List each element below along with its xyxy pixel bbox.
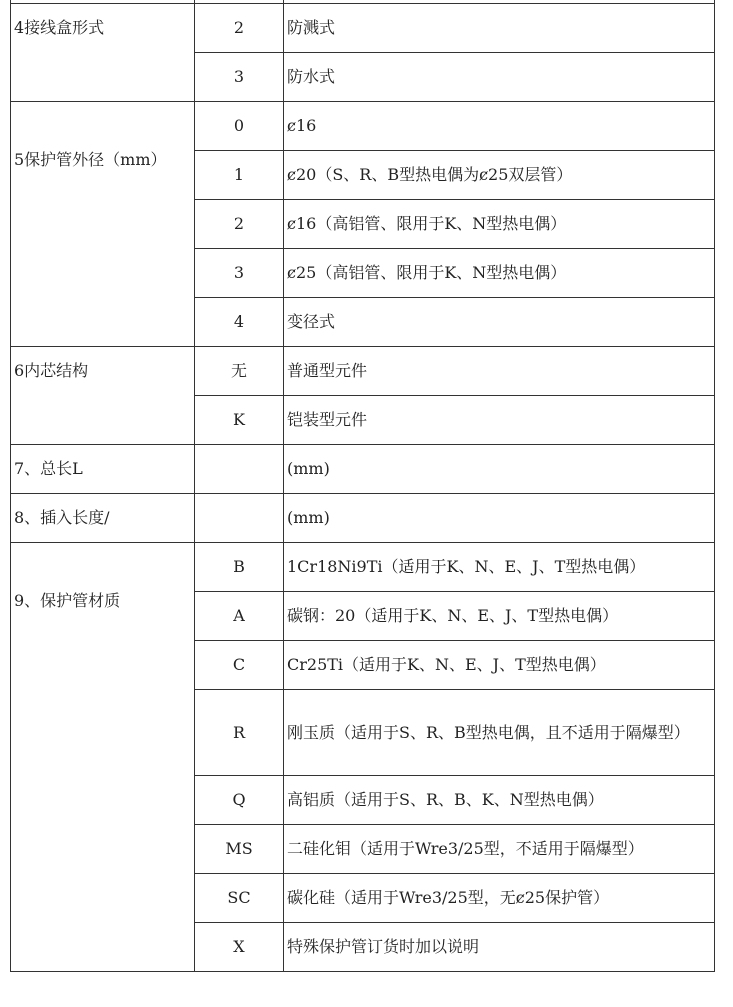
code-cell: A	[195, 592, 284, 641]
code-cell: 4	[195, 298, 284, 347]
desc-cell: 普通型元件	[284, 347, 715, 396]
group-label: 4接线盒形式	[14, 18, 105, 37]
desc-cell: ȼ16（高铝管、限用于K、N型热电偶）	[284, 200, 715, 249]
table-row	[11, 347, 715, 396]
spec-table	[10, 0, 715, 972]
group-cell	[11, 543, 195, 972]
code-cell: R	[195, 690, 284, 776]
desc-cell: ȼ25（高铝管、限用于K、N型热电偶）	[284, 249, 715, 298]
code-cell: K	[195, 396, 284, 445]
group-cell	[11, 102, 195, 347]
group-cell	[11, 347, 195, 445]
group-cell	[11, 445, 195, 494]
code-cell: Q	[195, 776, 284, 825]
group-label: 5保护管外径（mm）	[14, 150, 167, 169]
code-cell: 0	[195, 102, 284, 151]
code-cell: 2	[195, 200, 284, 249]
table-row	[11, 494, 715, 543]
desc-cell: Cr25Ti（适用于K、N、E、J、T型热电偶）	[284, 641, 715, 690]
group-label: 7、总长L	[14, 459, 83, 478]
table-row	[11, 4, 715, 53]
group-label: 9、保护管材质	[14, 591, 121, 610]
desc-cell: 防水式	[284, 53, 715, 102]
desc-cell: 碳钢：20（适用于K、N、E、J、T型热电偶）	[284, 592, 715, 641]
desc-cell: 特殊保护管订货时加以说明	[284, 923, 715, 972]
desc-cell: (mm)	[284, 445, 715, 494]
code-cell: B	[195, 543, 284, 592]
desc-cell: 1Cr18Ni9Ti（适用于K、N、E、J、T型热电偶）	[284, 543, 715, 592]
group-label: 8、插入长度/	[14, 508, 110, 527]
desc-cell: (mm)	[284, 494, 715, 543]
desc-cell: ȼ20（S、R、B型热电偶为ȼ25双层管）	[284, 151, 715, 200]
group-label: 6内芯结构	[14, 361, 89, 380]
desc-cell: 变径式	[284, 298, 715, 347]
table-row	[11, 543, 715, 592]
desc-cell: 防溅式	[284, 4, 715, 53]
code-cell: C	[195, 641, 284, 690]
desc-cell: ȼ16	[284, 102, 715, 151]
code-cell: 1	[195, 151, 284, 200]
desc-cell: 二硅化钼（适用于Wre3/25型，不适用于隔爆型）	[284, 825, 715, 874]
code-cell	[195, 494, 284, 543]
code-cell: 3	[195, 249, 284, 298]
code-cell: SC	[195, 874, 284, 923]
table-row	[11, 102, 715, 151]
code-cell: 2	[195, 4, 284, 53]
code-cell: X	[195, 923, 284, 972]
group-cell	[11, 494, 195, 543]
desc-cell: 碳化硅（适用于Wre3/25型，无ȼ25保护管）	[284, 874, 715, 923]
code-cell	[195, 445, 284, 494]
table-row	[11, 445, 715, 494]
code-cell: 3	[195, 53, 284, 102]
group-cell	[11, 4, 195, 102]
code-cell: MS	[195, 825, 284, 874]
desc-cell: 刚玉质（适用于S、R、B型热电偶，且不适用于隔爆型）	[284, 690, 715, 776]
code-cell: 无	[195, 347, 284, 396]
desc-cell: 铠装型元件	[284, 396, 715, 445]
desc-cell: 高铝质（适用于S、R、B、K、N型热电偶）	[284, 776, 715, 825]
